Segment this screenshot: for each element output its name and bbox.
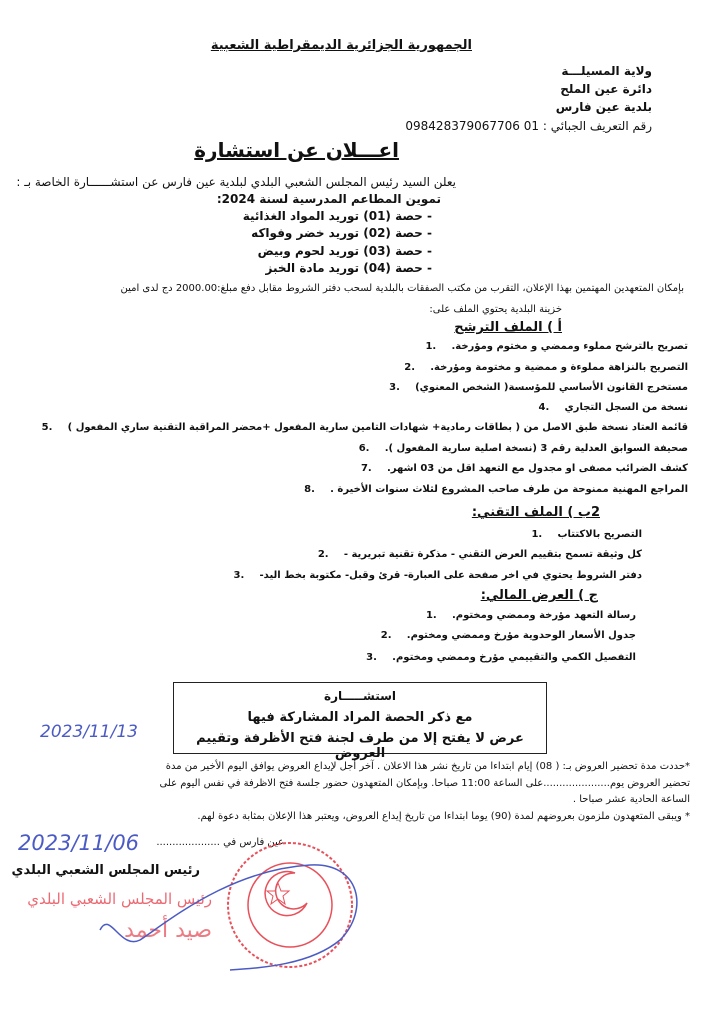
- item-text: كل وثيقة تسمح بتقييم العرض التقني - مذكرة تقنية تبريرية -: [343, 549, 642, 560]
- item-number: 5.: [41, 422, 53, 433]
- subject: تموين المطاعم المدرسية لسنة 2024:: [216, 192, 441, 206]
- item-number: 2.: [380, 630, 392, 641]
- republic-header: الجمهورية الجزائرية الديمقراطية الشعبية: [210, 38, 472, 53]
- terms-line: * ويبقى المتعهدون ملزمون بعروضهم لمدة (90) يوما ابتداءا من تاريخ إيداع العروض، ويعتبر هذا الإعلان بمثابة دعوة لهم.: [197, 811, 690, 822]
- tax-id: رقم التعريف الجبائي : 01 098428379067706: [405, 119, 652, 133]
- list-item: [318, 549, 642, 560]
- section-b-heading: 2ب ) الملف التقني:: [471, 505, 600, 520]
- notice-cont: خزينة البلدية يحتوي الملف على:: [429, 304, 562, 315]
- daira: دائرة عين الملح: [560, 82, 652, 96]
- item-text: تصريح بالترشح مملوء وممضي و مختوم ومؤرخة.: [451, 341, 688, 352]
- signature-icon: [80, 850, 380, 980]
- item-text: التصريح بالاكتتاب: [557, 529, 642, 540]
- item-number: 4.: [538, 402, 550, 413]
- item-text: كشف الضرائب مصفى او مجدول مع التعهد اقل من 03 اشهر.: [386, 463, 688, 474]
- list-item: [234, 570, 642, 581]
- commune: بلدية عين فارس: [555, 100, 652, 114]
- place-date: عين فارس في ....................: [156, 837, 284, 848]
- item-text: صحيفة السوابق العدلية رقم 3 (نسخة اصلية سارية المفعول ).: [384, 443, 688, 454]
- box-line: استشـــــارة: [323, 689, 397, 703]
- item-text: دفتر الشروط يحتوي في اخر صفحة على العبارة- قرئ وقبل- مكتوبة بخط اليد-: [259, 570, 642, 581]
- intro: يعلن السيد رئيس المجلس الشعبي البلدي لبلدية عين فارس عن استشــــــارة الخاصة بـ :: [16, 175, 456, 189]
- item-text: التفصيل الكمي والتقييمي مؤرخ وممضي ومختوم.: [392, 652, 636, 663]
- handwritten-deadline-date: 2023/11/13: [40, 722, 138, 742]
- item-text: المراجع المهنية ممنوحة من طرف صاحب المشروع لثلاث سنوات الأخيرة .: [330, 484, 688, 495]
- item-text: نسخة من السجل التجاري: [564, 402, 688, 413]
- box-line: عرض لا يفتح إلا من طرف لجنة فتح الأظرفة وتقييم العروض: [196, 731, 524, 761]
- lot-item: - حصة (02) توريد خضر وفواكه: [251, 226, 432, 240]
- list-item: [531, 529, 642, 540]
- box-line: مع ذكر الحصة المراد المشاركة فيها: [247, 710, 473, 725]
- list-item: [304, 484, 688, 495]
- lot-item: - حصة (04) توريد مادة الخبز: [265, 261, 432, 275]
- list-item: [426, 610, 636, 621]
- wilaya: ولاية المسيلـــة: [561, 64, 652, 78]
- handwritten-signing-date: 2023/11/06: [18, 831, 140, 855]
- item-number: 6.: [358, 443, 370, 454]
- item-number: 7.: [360, 463, 372, 474]
- section-c-heading: ج ) العرض المالي:: [480, 588, 598, 603]
- terms-line: *حددت مدة تحضير العروض بـ: ( 08) إيام ابتداءا من تاريخ نشر هذا الاعلان . آخر أجل لإيداع العروض يوافق اليوم الأخير من مدة: [165, 761, 690, 772]
- item-number: 3.: [389, 382, 400, 393]
- stamp-name: صيد أحمد: [124, 918, 212, 943]
- lot-item: - حصة (01) توريد المواد الغذائية: [242, 209, 432, 223]
- item-number: 3.: [233, 570, 245, 581]
- terms-line: الساعة الحادية عشر صباحا .: [572, 794, 690, 805]
- list-item: [42, 422, 688, 433]
- lot-item: - حصة (03) توريد لحوم وبيض: [257, 244, 432, 258]
- list-item: [404, 362, 688, 373]
- list-item: [381, 630, 636, 641]
- list-item: [389, 382, 688, 393]
- item-text: رسالة التعهد مؤرخة وممضي ومختوم.: [451, 610, 636, 621]
- list-item: [366, 652, 636, 663]
- page-title: اعـــلان عن استشارة: [194, 138, 399, 162]
- item-number: 8.: [304, 484, 315, 495]
- envelope-box: [173, 682, 547, 761]
- stamp-title: رئيس المجلس الشعبي البلدي: [27, 890, 212, 908]
- item-text: جدول الأسعار الوحدوية مؤرخ وممضي ومختوم.: [406, 630, 636, 641]
- list-item: [425, 341, 688, 352]
- notice: بإمكان المتعهدين المهتمين بهذا الإعلان، التقرب من مكتب الصفقات بالبلدية لسحب دفتر الشروط مقابل دفع مبلغ:2000.00 دج لدى امين: [120, 283, 684, 294]
- item-number: 2.: [404, 362, 415, 373]
- item-text: قائمة العتاد نسخة طبق الاصل من ( بطاقات رمادية+ شهادات التامين سارية المفعول +محضر المراقبة التقنية ساري المفعول ): [67, 422, 688, 433]
- item-number: 3.: [366, 652, 377, 663]
- item-text: التصريح بالنزاهة مملوءة و ممضية و مختومة ومؤرخة.: [430, 362, 688, 373]
- list-item: [539, 402, 688, 413]
- item-number: 1.: [531, 529, 543, 540]
- section-a-heading: أ ) الملف الترشح: [454, 320, 562, 335]
- item-number: 1.: [425, 341, 437, 352]
- item-number: 2.: [317, 549, 329, 560]
- terms-line: تحضير العروض يوم.....................على الساعة 11:00 صباحا. وبإمكان المتعهدون حضور جلسة فتح الاظرفة في نفس اليوم على: [159, 778, 690, 789]
- list-item: [361, 463, 688, 474]
- list-item: [359, 443, 688, 454]
- signatory: رئيس المجلس الشعبي البلدي: [11, 863, 200, 878]
- item-text: مستخرج القانون الأساسي للمؤسسة( الشخص المعنوي): [415, 382, 688, 393]
- item-number: 1.: [425, 610, 437, 621]
